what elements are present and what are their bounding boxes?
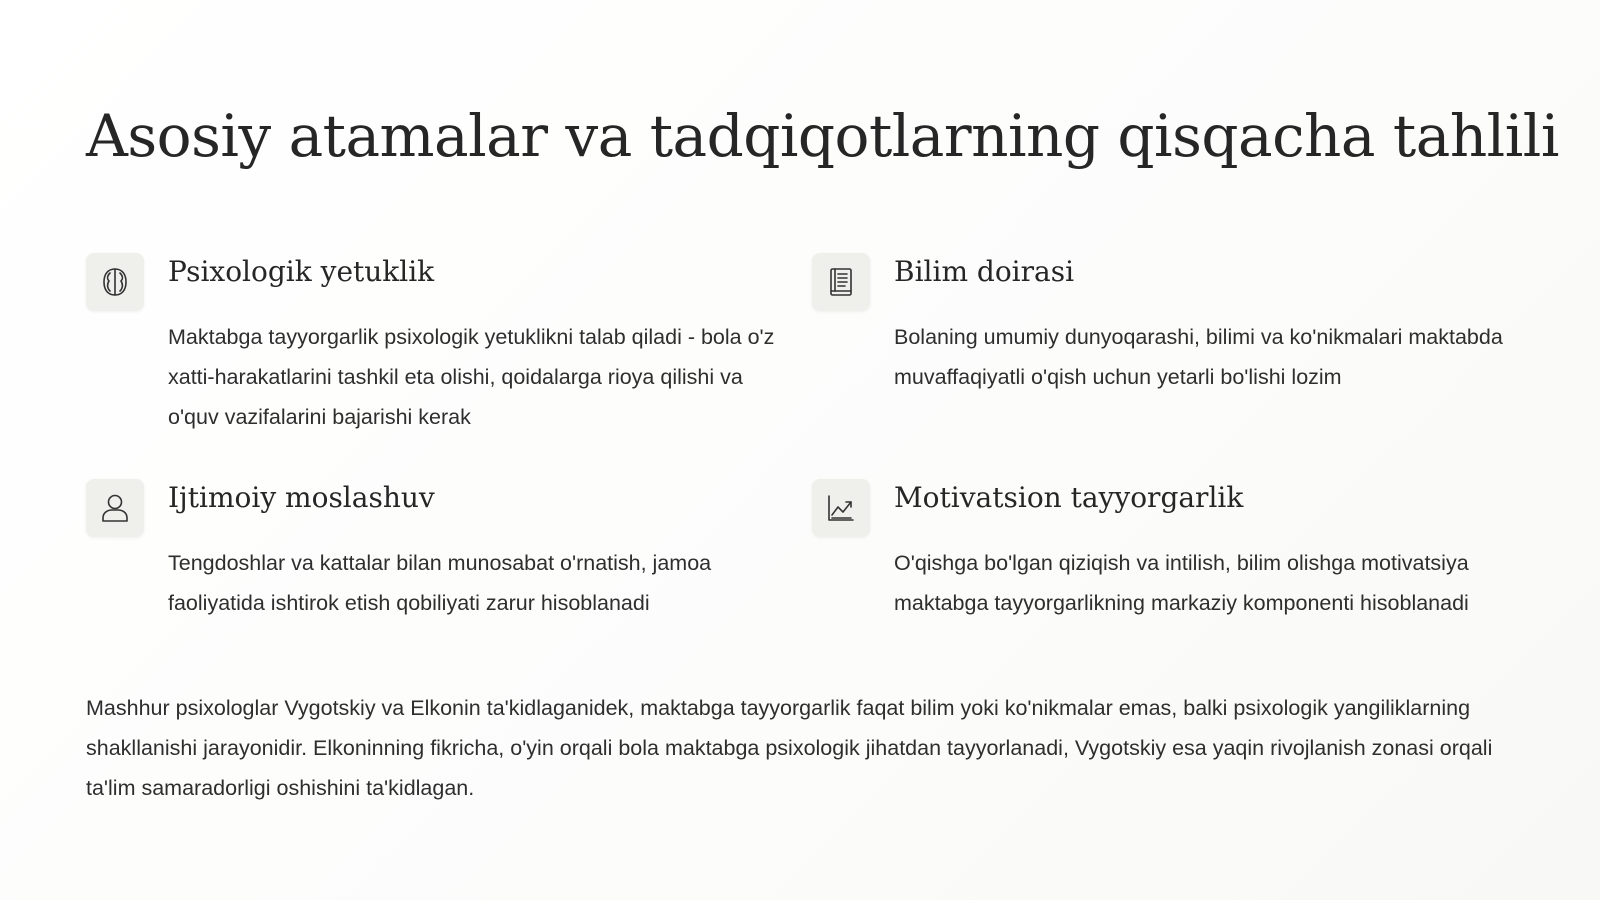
book-icon bbox=[812, 253, 870, 311]
trend-chart-icon bbox=[812, 479, 870, 537]
card-text: Tengdoshlar va kattalar bilan munosabat o'rnatish, jamoa faoliyatida ishtirok etish qobiliyati zarur hisoblanadi bbox=[168, 551, 712, 615]
card-heading: Ijtimoiy moslashuv bbox=[168, 481, 435, 514]
card-heading: Psixologik yetuklik bbox=[168, 255, 435, 288]
card-text: O'qishga bo'lgan qiziqish va intilish, bilim olishga motivatsiya maktabga tayyorgarlikning markaziy komponenti hisoblanadi bbox=[894, 551, 1469, 615]
slide-title: Asosiy atamalar va tadqiqotlarning qisqacha tahlili bbox=[86, 102, 1559, 170]
card-heading: Bilim doirasi bbox=[894, 255, 1075, 288]
card-heading: Motivatsion tayyorgarlik bbox=[894, 481, 1244, 514]
brain-icon bbox=[86, 253, 144, 311]
user-icon bbox=[86, 479, 144, 537]
summary-paragraph: Mashhur psixologlar Vygotskiy va Elkonin ta'kidlaganidek, maktabga tayyorgarlik faqat bilim yoki ko'nikmalar emas, balki psixologik yangiliklarning shakllanishi jarayonidir. Elkoninning fikricha, o'yin orqali bola maktabga psixologik jihatdan tayyorlanadi, Vygotskiy esa yaqin rivojlanish zonasi orqali ta'lim samaradorligi oshishini ta'kidlagan. bbox=[86, 696, 1493, 800]
card-text: Bolaning umumiy dunyoqarashi, bilimi va ko'nikmalari maktabda muvaffaqiyatli o'qish uchun yetarli bo'lishi lozim bbox=[894, 325, 1503, 389]
card-text: Maktabga tayyorgarlik psixologik yetuklikni talab qiladi - bola o'z xatti-harakatlarini tashkil eta olishi, qoidalarga rioya qilishi va o'quv vazifalarini bajarishi kerak bbox=[168, 325, 775, 429]
